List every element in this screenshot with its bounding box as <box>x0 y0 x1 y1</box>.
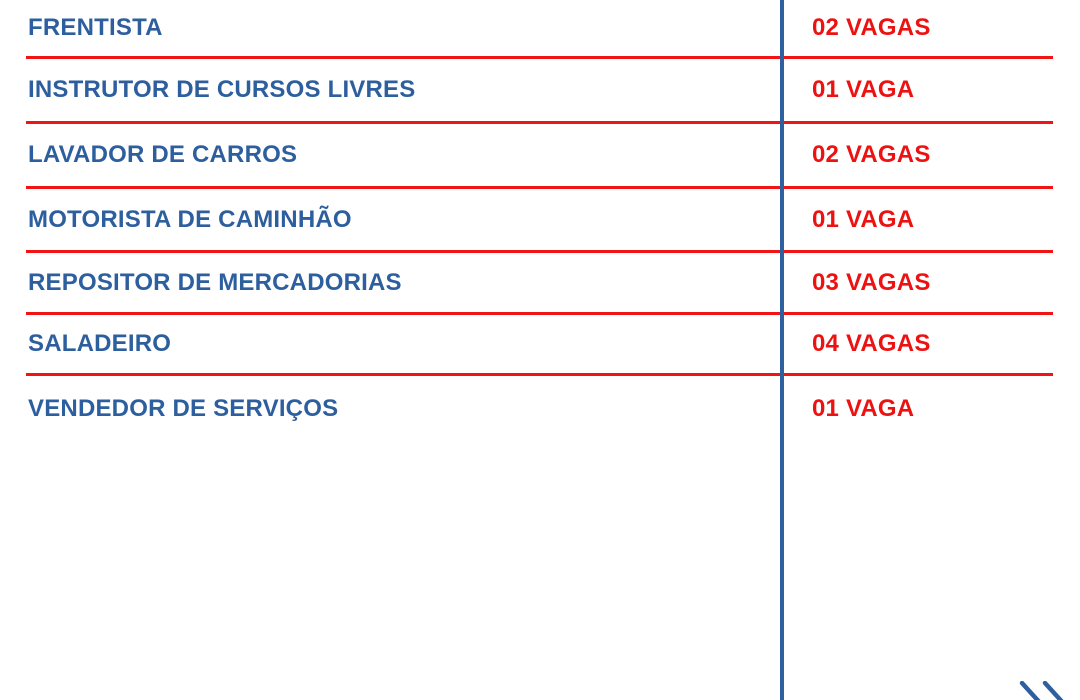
table-row <box>26 315 1053 376</box>
vacancy-count-label: 01 VAGA <box>812 205 915 233</box>
column-divider-line <box>780 0 784 700</box>
table-row <box>26 189 1053 253</box>
vacancy-count-label: 02 VAGAS <box>812 14 931 41</box>
table-row <box>26 0 1053 59</box>
vacancy-count-label: 01 VAGA <box>812 394 915 422</box>
vacancy-count-label: 04 VAGAS <box>812 330 931 357</box>
table-row <box>26 253 1053 315</box>
table-row <box>26 59 1053 124</box>
job-title-label: VENDEDOR DE SERVIÇOS <box>28 394 339 422</box>
job-title-label: INSTRUTOR DE CURSOS LIVRES <box>28 76 416 103</box>
job-title-label: FRENTISTA <box>28 14 163 41</box>
table-row <box>26 124 1053 189</box>
vacancy-count-label: 01 VAGA <box>812 76 915 103</box>
job-title-label: LAVADOR DE CARROS <box>28 141 298 168</box>
job-title-label: REPOSITOR DE MERCADORIAS <box>28 268 402 296</box>
double-chevron-icon <box>1012 681 1080 700</box>
job-title-label: MOTORISTA DE CAMINHÃO <box>28 205 352 233</box>
vacancy-count-label: 03 VAGAS <box>812 268 931 296</box>
vacancy-count-label: 02 VAGAS <box>812 141 931 168</box>
vacancy-table <box>26 0 1053 441</box>
table-row <box>26 376 1053 441</box>
job-title-label: SALADEIRO <box>28 330 172 357</box>
